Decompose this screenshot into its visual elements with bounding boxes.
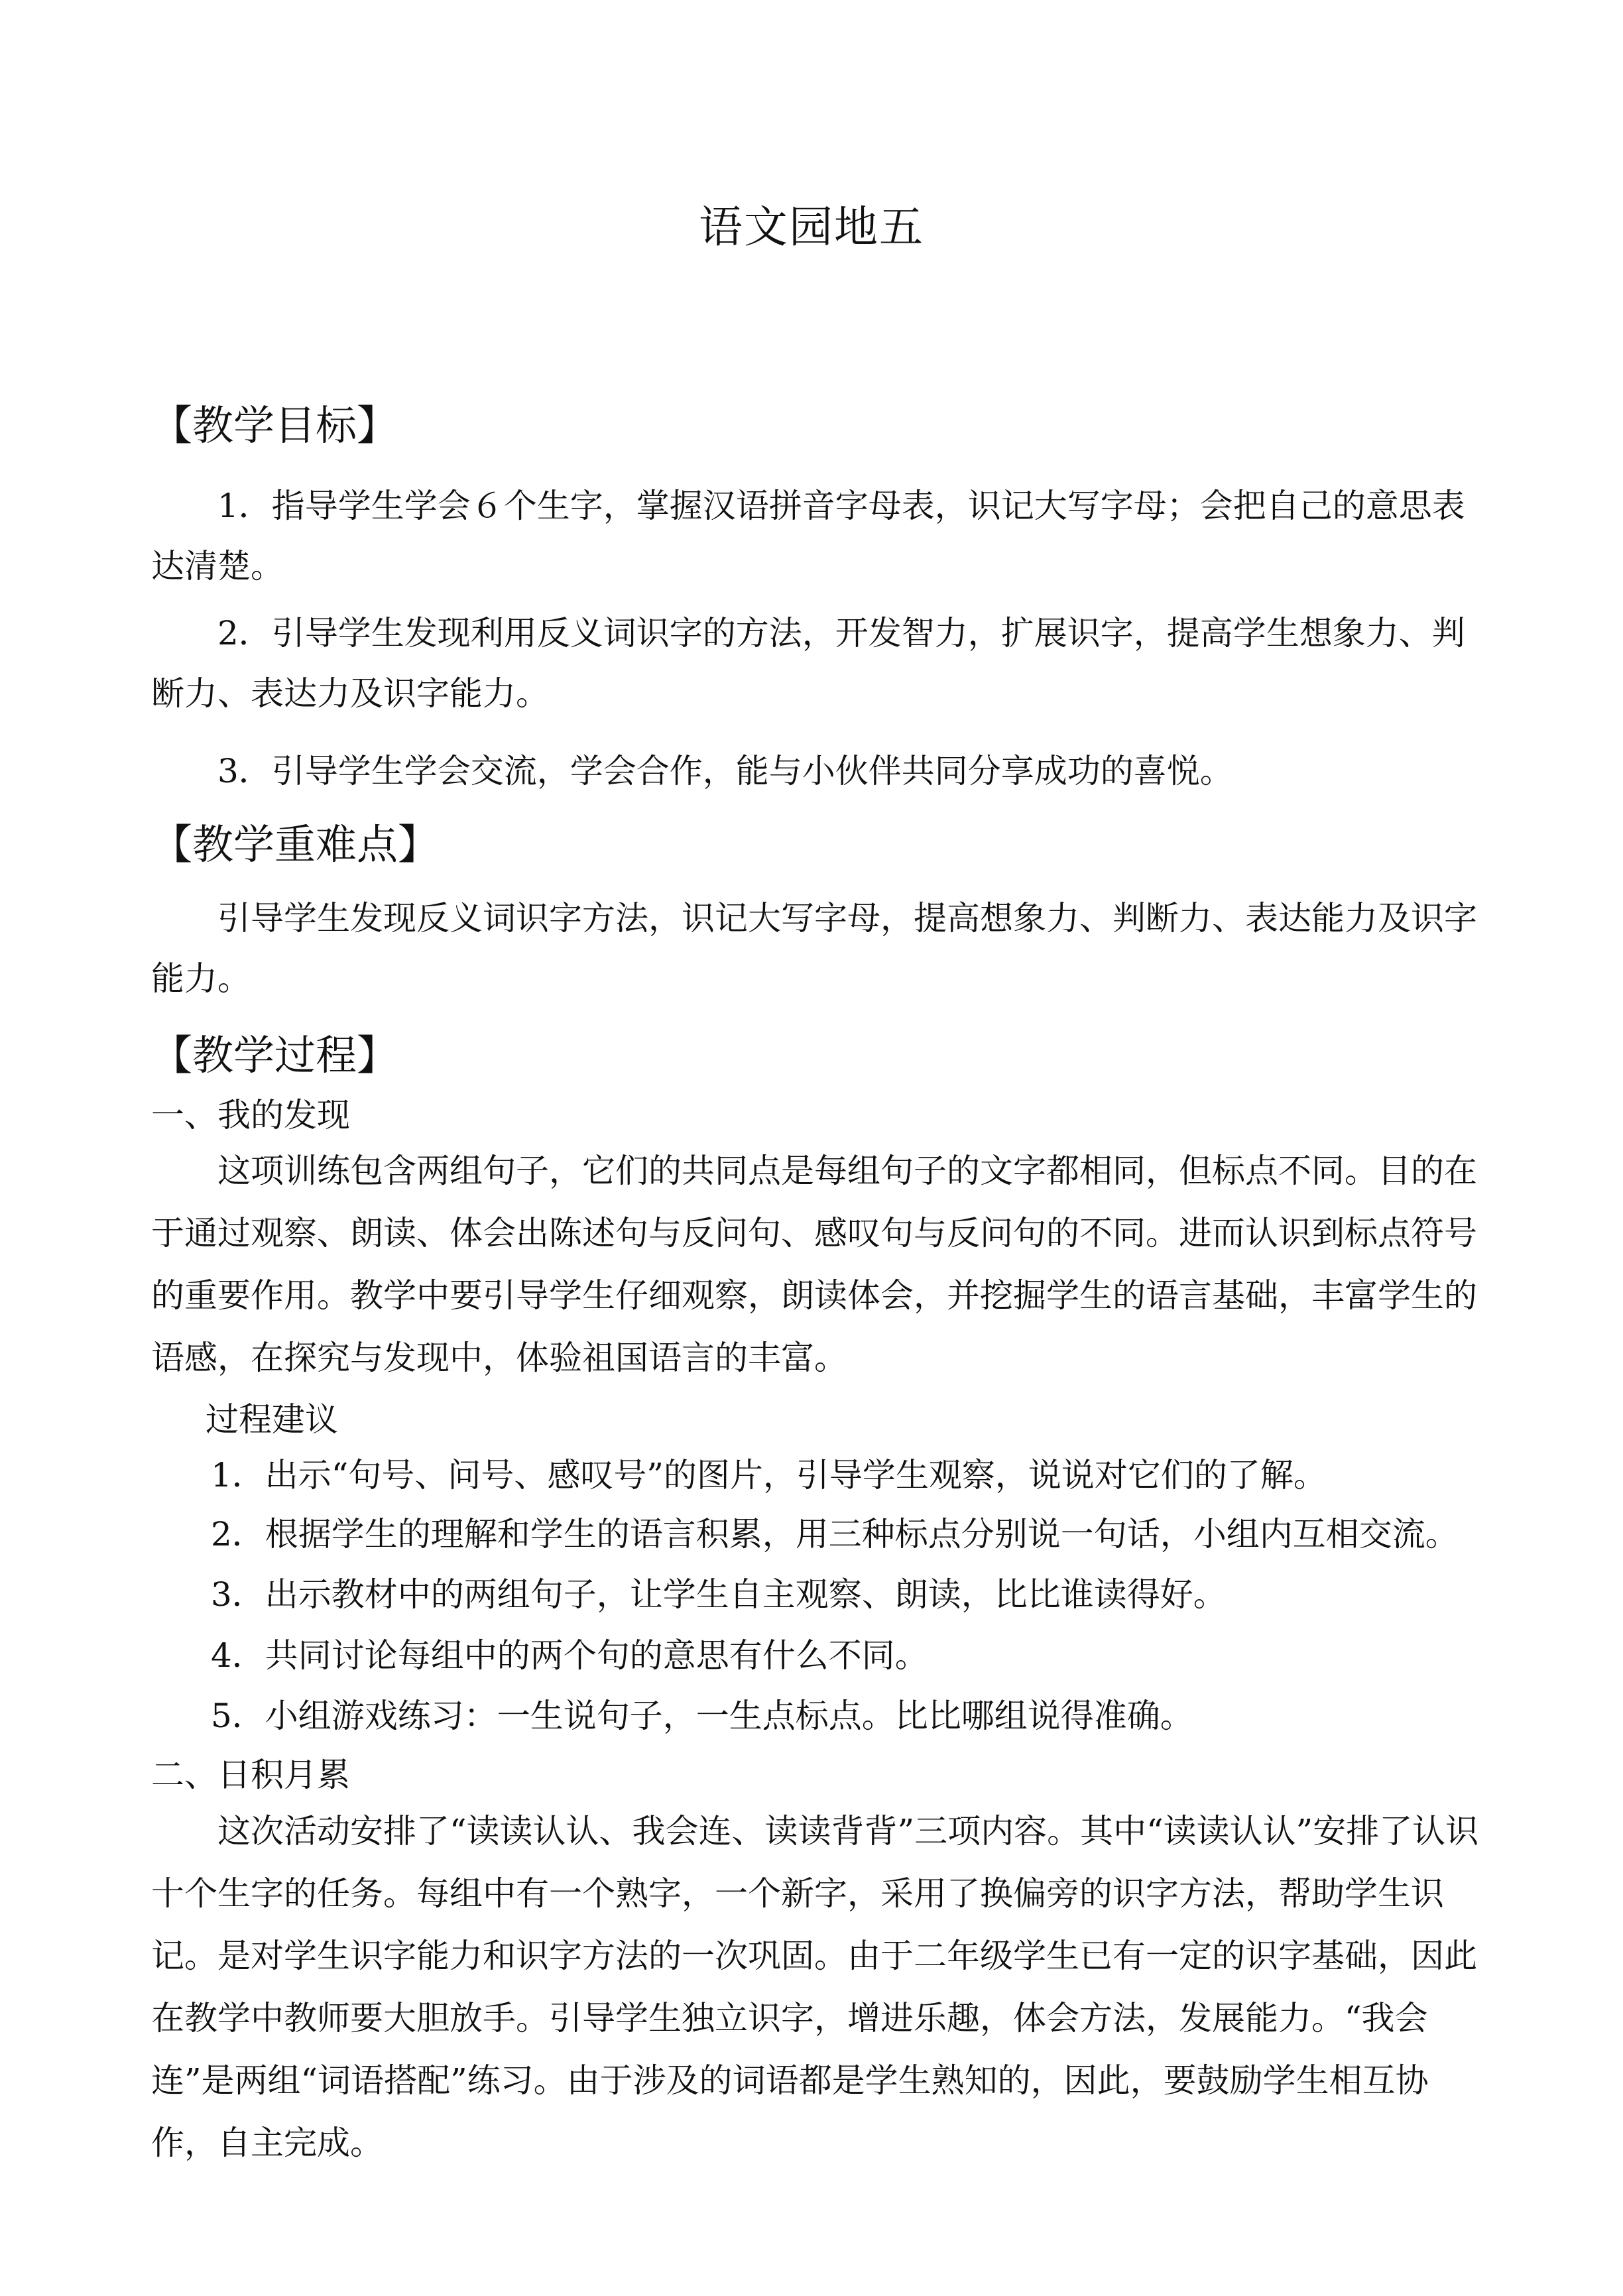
objective-item-2: 2．引导学生发现利用反义词识字的方法，开发智力，扩展识字，提高学生想象力、判断力、表达力及识字能力。 [151, 614, 1465, 713]
page-title: 语文园地五 [699, 202, 924, 253]
objective-item-1: 1．指导学生学会６个生字，掌握汉语拼音字母表，识记大写字母；会把自己的意思表达清楚。 [151, 487, 1465, 585]
process-step-1: 1．出示“句号、问号、感叹号”的图片，引导学生观察，说说对它们的了解。 [211, 1456, 1327, 1494]
process-step-4: 4．共同讨论每组中的两个句的意思有什么不同。 [211, 1636, 928, 1675]
section-heading-key-points: 【教学重难点】 [151, 820, 440, 869]
section-heading-process: 【教学过程】 [151, 1031, 398, 1079]
process-part2-title: 二、日积月累 [151, 1756, 350, 1794]
process-step-2: 2．根据学生的理解和学生的语言积累，用三种标点分别说一句话，小组内互相交流。 [211, 1515, 1459, 1553]
process-step-5: 5．小组游戏练习：一生说句子，一生点标点。比比哪组说得准确。 [211, 1697, 1193, 1735]
key-points-text: 引导学生发现反义词识字方法，识记大写字母，提高想象力、判断力、表达能力及识字能力。 [151, 899, 1477, 998]
process-part1-title: 一、我的发现 [151, 1096, 350, 1134]
process-part1-intro: 这项训练包含两组句子，它们的共同点是每组句子的文字都相同，但标点不同。目的在于通过观察、朗读、体会出陈述句与反问句、感叹句与反问句的不同。进而认识到标点符号的重要作用。教学中要引导学生仔细观察，朗读体会，并挖掘学生的语言基础，丰富学生的语感，在探究与发现中，体验祖国语言的丰富。 [151, 1152, 1477, 1377]
section-heading-objectives: 【教学目标】 [151, 401, 398, 450]
process-part2-intro: 这次活动安排了“读读认认、我会连、读读背背”三项内容。其中“读读认认”安排了认识十个生字的任务。每组中有一个熟字，一个新字，采用了换偏旁的识字方法，帮助学生识记。是对学生识字能力和识字方法的一次巩固。由于二年级学生已有一定的识字基础，因此在教学中教师要大胆放手。引导学生独立识字，增进乐趣，体会方法，发展能力。“我会连”是两组“词语搭配”练习。由于涉及的词语都是学生熟知的，因此，要鼓励学生相互协作，自主完成。 [151, 1812, 1479, 2162]
objective-item-3: 3．引导学生学会交流，学会合作，能与小伙伴共同分享成功的喜悦。 [217, 752, 1233, 790]
process-step-3: 3．出示教材中的两组句子，让学生自主观察、朗读，比比谁读得好。 [211, 1575, 1227, 1614]
process-suggestion-label: 过程建议 [206, 1400, 338, 1439]
